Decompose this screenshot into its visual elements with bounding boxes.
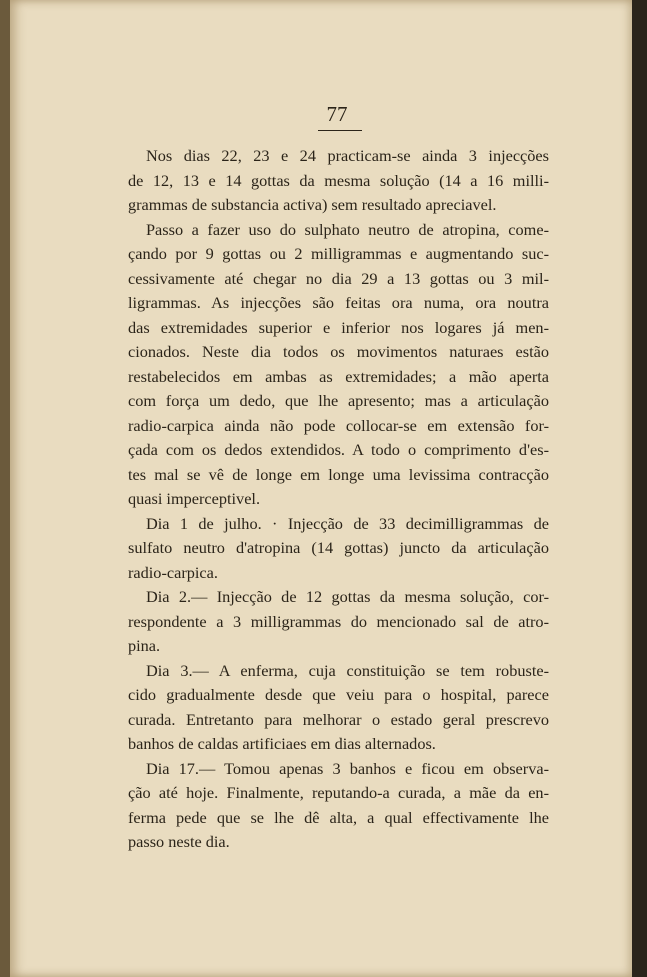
body-text — [128, 144, 549, 855]
page-number-rule — [318, 130, 362, 131]
text-line: cionados. Neste dia todos os movimentos naturaes estão — [128, 342, 549, 361]
text-line: çada com os dedos extendidos. A todo o comprimento d'es- — [128, 440, 549, 459]
text-line: cido gradualmente desde que veiu para o hospital, parece — [128, 685, 549, 704]
text-line: Dia 3.— A enferma, cuja constituição se tem robuste- — [146, 660, 549, 680]
text-line: passo neste dia. — [128, 832, 230, 851]
text-line: radio-carpica. — [128, 562, 218, 582]
text-line: pina. — [128, 636, 161, 655]
text-line: tes mal se vê de longe em longe uma levissima contracção — [128, 464, 549, 484]
text-line: curada. Entretanto para melhorar o estado geral prescrevo — [128, 709, 549, 729]
text-line: Dia 2.— Injecção de 12 gottas da mesma solução, cor- — [146, 587, 549, 606]
text-line: çando por 9 gottas ou 2 milligrammas e augmentando suc- — [128, 244, 549, 263]
text-line: Nos dias 22, 23 e 24 practicam-se ainda 3 injecções — [146, 146, 549, 165]
text-line: restabelecidos em ambas as extremidades; a mão aperta — [128, 366, 549, 386]
text-line: ligrammas. As injecções são feitas ora numa, ora noutra — [128, 293, 549, 312]
text-line: Dia 17.— Tomou apenas 3 banhos e ficou em observa- — [146, 758, 549, 778]
text-line: quasi imperceptivel. — [128, 489, 261, 508]
text-line: das extremidades superior e inferior nos logares já men- — [128, 317, 549, 337]
text-line: Dia 1 de julho. · Injecção de 33 decimilligrammas de — [146, 513, 549, 533]
text-line: respondente a 3 milligrammas do mencionado sal de atro- — [128, 611, 549, 631]
text-line: radio-carpica ainda não pode collocar-se em extensão for- — [128, 415, 549, 435]
text-line: sulfato neutro d'atropina (14 gottas) juncto da articulação — [128, 538, 549, 557]
text-line: banhos de caldas artificiaes em dias alternados. — [128, 734, 436, 753]
text-line: com força um dedo, que lhe apresento; mas a articulação — [128, 391, 549, 410]
text-line: ção até hoje. Finalmente, reputando-a curada, a mãe da en- — [128, 783, 549, 802]
book-page — [10, 0, 632, 977]
text-line: Passo a fazer uso do sulphato neutro de atropina, come- — [146, 219, 549, 239]
text-line: grammas de substancia activa) sem resultado apreciavel. — [128, 195, 497, 214]
text-line: ferma pede que se lhe dê alta, a qual effectivamente lhe — [128, 807, 549, 827]
text-line: cessivamente até chegar no dia 29 a 13 gottas ou 3 mil- — [128, 268, 549, 288]
page-edge-shadow — [632, 0, 647, 977]
text-line: de 12, 13 e 14 gottas da mesma solução (14 a 16 milli- — [128, 170, 549, 190]
page-number: 77 — [326, 102, 348, 126]
